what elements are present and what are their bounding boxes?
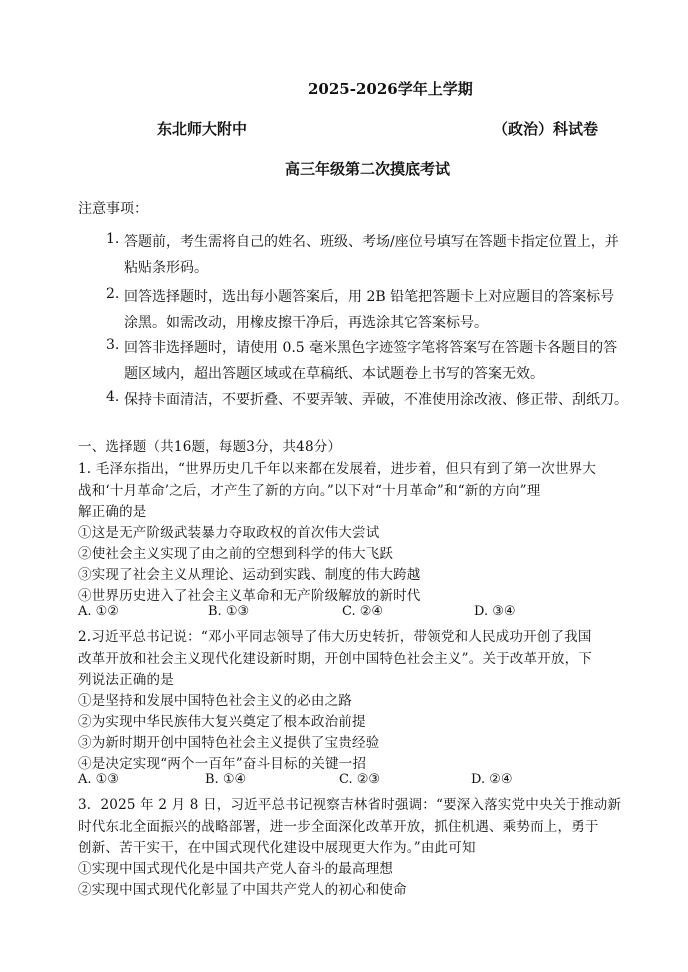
notice-item-text: 保持卡面清洁，不要折叠、不要弄皱、弄破，不准使用涂改液、修正带、刮纸刀。 [124, 392, 628, 408]
notice-item-number: 4. [106, 389, 120, 405]
question-line: 3．2025 年 2 月 8 日，习近平总书记视察吉林省时强调：“要深入落实党中央关于推动新 [78, 797, 622, 813]
exam-title: 高三年级第二次摸底考试 [285, 160, 451, 178]
statement: ①是坚持和发展中国特色社会主义的必由之路 [78, 693, 352, 709]
option-d: D. ②④ [471, 772, 513, 787]
notice-item-number: 3. [106, 337, 120, 353]
notice-item-text: 答题前，考生需将自己的姓名、班级、考场/座位号填写在答题卡指定位置上，并 [124, 234, 619, 250]
option-b: B. ①④ [205, 772, 247, 787]
question-line: 创新、苦干实干，在中国式现代化建设中展现更大作为。”由此可知 [78, 840, 476, 856]
statement: ②使社会主义实现了由之前的空想到科学的伟大飞跃 [78, 546, 394, 562]
school-name: 东北师大附中 [157, 120, 248, 138]
statement: ②为实现中华民族伟大复兴奠定了根本政治前提 [78, 714, 366, 730]
subject-title: （政治）科试卷 [493, 120, 599, 138]
option-c: C. ②③ [339, 772, 381, 787]
statement: ①这是无产阶级武装暴力夺取政权的首次伟大尝试 [78, 525, 380, 541]
statement: ④是决定实现“两个一百年”奋斗目标的关键一招 [78, 756, 367, 772]
option-b: B. ①③ [208, 604, 250, 619]
notice-item-text: 涂黑。如需改动，用橡皮擦干净后，再选涂其它答案标号。 [124, 315, 488, 331]
question-line: 1. 毛泽东指出，“世界历史几千年以来都在发展着，进步着，但只有到了第一次世界大 [78, 461, 597, 477]
notice-item-text: 回答非选择题时，请使用 0.5 毫米黑色字迹签字笔将答案写在答题卡各题目的答 [124, 340, 618, 356]
statement: ②实现中国式现代化彰显了中国共产党人的初心和使命 [78, 882, 407, 898]
option-d: D. ③④ [474, 604, 516, 619]
option-a: A. ①③ [78, 772, 119, 787]
question-line: 战和‘十月革命’之后，才产生了新的方向。”以下对“十月革命”和“新的方向”理 [78, 483, 541, 499]
option-a: A. ①② [78, 604, 119, 619]
question-line: 改革开放和社会主义现代化建设新时期，开创中国特色社会主义”。关于改革开放，下 [78, 651, 593, 667]
notice-item-number: 2. [106, 286, 120, 302]
notice-item-text: 题区域内，超出答题区域或在草稿纸、本试题卷上书写的答案无效。 [124, 366, 544, 382]
notice-item-number: 1. [106, 231, 120, 247]
section-heading: 一、选择题（共16题，每题3分，共48分） [78, 439, 342, 455]
notice-item-text: 回答选择题时，选出每小题答案后，用 2B 铅笔把答题卡上对应题目的答案标号 [124, 289, 615, 305]
statement: ③实现了社会主义从理论、运动到实践、制度的伟大跨越 [78, 567, 421, 583]
statement: ①实现中国式现代化是中国共产党人奋斗的最高理想 [78, 861, 394, 877]
question-line: 列说法正确的是 [78, 672, 174, 688]
question-line: 时代东北全面振兴的战略部署，进一步全面深化改革开放，抓住机遇、乘势而上，勇于 [78, 819, 599, 835]
notice-item-text: 粘贴条形码。 [124, 260, 208, 276]
question-line: 解正确的是 [78, 504, 147, 520]
question-line: 2.习近平总书记说：“邓小平同志领导了伟大历史转折，带领党和人民成功开创了我国 [78, 629, 592, 645]
statement: ④世界历史进入了社会主义革命和无产阶级解放的新时代 [78, 588, 421, 604]
term-title: 2025-2026学年上学期 [308, 80, 473, 98]
notice-heading: 注意事项： [78, 201, 148, 217]
statement: ③为新时期开创中国特色社会主义提供了宝贵经验 [78, 735, 380, 751]
option-c: C. ②④ [342, 604, 384, 619]
